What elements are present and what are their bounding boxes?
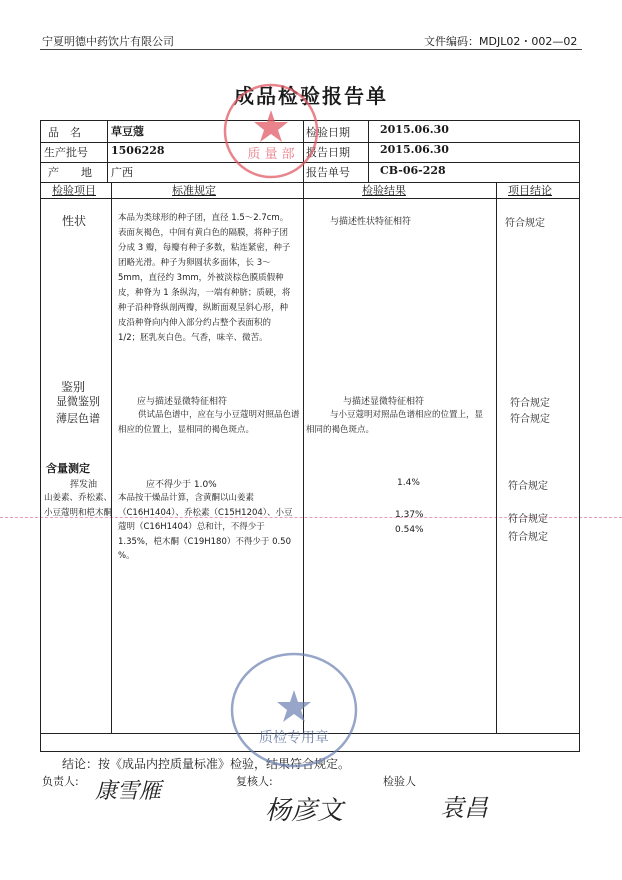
character-result: 与描述性状特征相符 (330, 217, 412, 227)
tlc-result: 与小豆蔻明对照品色谱相应的位置上，显相同的褐色斑点。 (306, 410, 484, 435)
test-date-value: 2015.06.30 (380, 123, 449, 136)
inspector-label: 检验人 (383, 775, 416, 788)
product-name-value: 草豆蔻 (111, 125, 144, 138)
col-header-result: 检验结果 (362, 184, 406, 197)
document-title: 成品检验报告单 (234, 84, 388, 108)
tlc-standard: 供试品色谱中，应在与小豆蔻明对照品色谱相应的位置上，显相同的褐色斑点。 (118, 410, 300, 435)
oil-item: 挥发油 (70, 480, 98, 490)
product-name-label: 品 名 (48, 126, 81, 139)
tlc-conclusion: 符合规定 (510, 414, 550, 425)
identification-heading: 鉴别 (61, 380, 86, 394)
file-number: 文件编码：MDJL02・002—02 (424, 35, 578, 48)
inspector-signature: 袁昌 (440, 794, 488, 822)
character-item: 性状 (62, 214, 87, 228)
principal-label: 负责人: (42, 775, 79, 788)
test-date-label: 检验日期 (306, 126, 350, 139)
assay-heading: 含量测定 (46, 462, 90, 475)
tlc-item: 薄层色谱 (56, 412, 100, 425)
report-date-value: 2015.06.30 (380, 143, 449, 156)
markers-result-1: 1.37% (395, 510, 424, 520)
reviewer-signature: 杨彦文 (265, 796, 344, 826)
markers-conclusion-1: 符合规定 (508, 514, 548, 525)
character-standard: 本品为类球形的种子团，直径 1.5～2.7cm。表面灰褐色，中间有黄白色的隔膜，将种子团分成 3 瓣，每瓣有种子多数，粘连紧密，种子团略光滑。种子为卵圆状多面体，长 3～5mm，直径约 3mm，外被淡棕色膜质假种皮，种脊为 1 条纵沟，一端有种脐；质硬，将种子沿种脊纵剖两瓣，纵断面观呈斜心形，种皮沿种脊向内伸入部分约占整个表面积的 1/2；胚乳灰白色。气香，味辛、微苦。 (118, 213, 291, 343)
company-name: 宁夏明德中药饮片有限公司 (42, 35, 174, 48)
origin-value: 广西 (111, 166, 133, 179)
col-header-conclusion: 项目结论 (508, 184, 552, 197)
micro-item: 显微鉴别 (56, 395, 100, 408)
header-divider (40, 49, 582, 50)
overall-conclusion: 结论：按《成品内控质量标准》检验，结果符合规定。 (62, 757, 351, 771)
reviewer-label: 复核人: (236, 775, 273, 788)
col-header-standard: 标准规定 (172, 184, 216, 197)
markers-result-2: 0.54% (395, 525, 424, 535)
oil-result: 1.4% (397, 478, 420, 488)
batch-value: 1506228 (111, 144, 165, 157)
character-conclusion: 符合规定 (505, 218, 545, 229)
oil-conclusion: 符合规定 (508, 481, 548, 492)
report-no-value: CB-06-228 (380, 164, 446, 177)
micro-result: 与描述显微特征相符 (343, 397, 425, 407)
markers-item: 山姜素、乔松素、小豆蔻明和桤木酮 (44, 493, 113, 518)
report-no-label: 报告单号 (306, 166, 350, 179)
principal-signature: 康雪雁 (95, 779, 162, 804)
markers-standard: 本品按干燥品计算，含黄酮以山姜素（C16H1404）、乔松素（C15H1204）、小豆蔻明（C16H1404）总和计，不得少于 1.35%，桤木酮（C19H180）不得少于 0.50 %。 (118, 493, 293, 561)
markers-conclusion-2: 符合规定 (508, 532, 548, 543)
micro-conclusion: 符合规定 (510, 398, 550, 409)
oil-standard: 应不得少于 1.0% (146, 480, 217, 490)
qc-seal-stamp-text: 质检专用章 (259, 730, 329, 746)
report-date-label: 报告日期 (306, 146, 350, 159)
micro-standard: 应与描述显微特征相符 (137, 397, 228, 407)
col-header-item: 检验项目 (52, 184, 96, 197)
batch-label: 生产批号 (44, 146, 88, 159)
origin-label: 产 地 (48, 166, 92, 179)
quality-dept-stamp-text: 质 量 部 (247, 147, 295, 162)
